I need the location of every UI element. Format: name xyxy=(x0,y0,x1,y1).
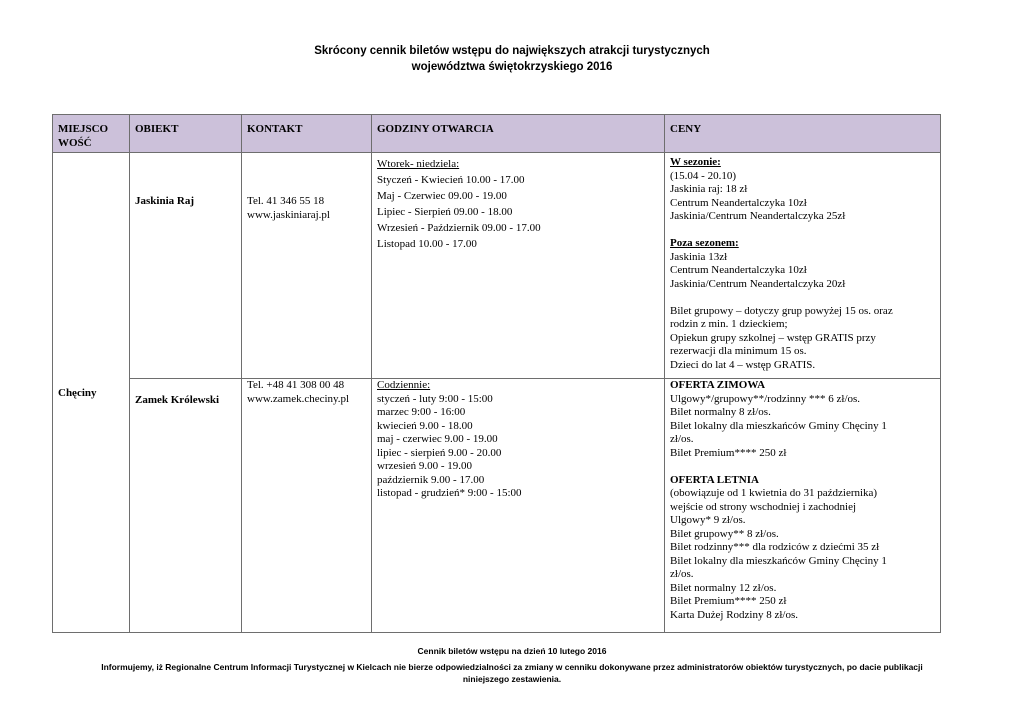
footer xyxy=(0,645,1024,686)
price-line: Bilet lokalny dla mieszkańców Gminy Chęciny 1 xyxy=(670,419,887,432)
note-line: Dzieci do lat 4 – wstęp GRATIS. xyxy=(670,358,816,371)
header-contact: KONTAKT xyxy=(242,115,372,153)
table-row xyxy=(53,379,941,633)
price-line: Bilet lokalny dla mieszkańców Gminy Chęciny 1 xyxy=(670,554,887,567)
note-line: rodzin z min. 1 dzieckiem; xyxy=(670,318,788,330)
price-line: zł/os. xyxy=(670,568,694,580)
header-prices: CENY xyxy=(665,115,941,153)
contact-cell xyxy=(242,153,372,379)
note-line: rezerwacji dla minimum 15 os. xyxy=(670,345,807,357)
price-line: Bilet normalny 12 zł/os. xyxy=(670,581,777,594)
price-line: Jaskinia/Centrum Neandertalczyka 25zł xyxy=(670,210,846,222)
hours-line: wrzesień 9.00 - 19.00 xyxy=(377,460,473,472)
price-line: zł/os. xyxy=(670,433,694,445)
hours-line: lipiec - sierpień 9.00 - 20.00 xyxy=(377,446,502,459)
header-object: OBIEKT xyxy=(130,115,242,153)
hours-line: Listopad 10.00 - 17.00 xyxy=(377,238,477,250)
price-line: Ulgowy*/grupowy**/rodzinny *** 6 zł/os. xyxy=(670,392,861,405)
table-header-row xyxy=(53,115,941,153)
contact-website: www.jaskiniaraj.pl xyxy=(247,208,330,221)
header-opening-hours: GODZINY OTWARCIA xyxy=(372,115,665,153)
object-name: Zamek Królewski xyxy=(130,379,242,633)
note-line: Bilet grupowy – dotyczy grup powyżej 15 os. oraz xyxy=(670,304,893,317)
price-line: Ulgowy* 9 zł/os. xyxy=(670,514,746,526)
header-location: MIEJSCO WOŚĆ xyxy=(53,115,130,153)
hours-line: październik 9.00 - 17.00 xyxy=(377,473,485,486)
winter-offer-title: OFERTA ZIMOWA xyxy=(670,379,766,391)
table-row xyxy=(53,153,941,379)
price-line: Bilet Premium**** 250 zł xyxy=(670,595,787,607)
price-line: Bilet grupowy** 8 zł/os. xyxy=(670,527,779,540)
price-line: (15.04 - 20.10) xyxy=(670,169,736,182)
contact-cell xyxy=(242,379,372,633)
contact-phone: Tel. +48 41 308 00 48 xyxy=(247,379,345,391)
hours-line: Styczeń - Kwiecień 10.00 - 17.00 xyxy=(377,174,525,186)
title-line-1: Skrócony cennik biletów wstępu do największych atrakcji turystycznych xyxy=(314,45,710,57)
hours-title: Wtorek- niedziela: xyxy=(377,158,460,170)
price-line: Jaskinia 13zł xyxy=(670,250,728,263)
title-line-2: województwa świętokrzyskiego 2016 xyxy=(411,61,613,73)
hours-line: kwiecień 9.00 - 18.00 xyxy=(377,419,473,432)
prices-cell xyxy=(665,379,941,633)
price-line: Bilet Premium**** 250 zł xyxy=(670,446,787,459)
price-line: Centrum Neandertalczyka 10zł xyxy=(670,196,807,209)
price-line: Bilet normalny 8 zł/os. xyxy=(670,406,771,418)
price-line: Jaskinia/Centrum Neandertalczyka 20zł xyxy=(670,277,846,290)
document-title xyxy=(0,43,1024,75)
price-line: Jaskinia raj: 18 zł xyxy=(670,183,748,195)
price-line: wejście od strony wschodniej i zachodniej xyxy=(670,500,857,513)
prices-cell xyxy=(665,153,941,379)
price-line: Bilet rodzinny*** dla rodziców z dziećmi 35 zł xyxy=(670,541,880,553)
hours-line: styczeń - luty 9:00 - 15:00 xyxy=(377,392,493,405)
price-line: (obowiązuje od 1 kwietnia do 31 października) xyxy=(670,487,878,499)
contact-website: www.zamek.checiny.pl xyxy=(247,392,350,405)
hours-line: Wrzesień - Październik 09.00 - 17.00 xyxy=(377,222,541,234)
hours-line: listopad - grudzień* 9:00 - 15:00 xyxy=(377,487,522,499)
note-line: Opiekun grupy szkolnej – wstęp GRATIS przy xyxy=(670,331,876,344)
footer-date-note: Cennik biletów wstępu na dzień 10 lutego 2016 xyxy=(417,646,607,656)
summer-offer-title: OFERTA LETNIA xyxy=(670,473,759,486)
hours-line: maj - czerwiec 9.00 - 19.00 xyxy=(377,433,498,445)
contact-phone: Tel. 41 346 55 18 xyxy=(247,195,325,207)
price-table xyxy=(52,114,941,633)
hours-line: marzec 9:00 - 16:00 xyxy=(377,406,466,418)
hours-line: Maj - Czerwiec 09.00 - 19.00 xyxy=(377,190,507,202)
offseason-title: Poza sezonem: xyxy=(670,237,739,249)
season-title: W sezonie: xyxy=(670,156,721,168)
price-line: Karta Dużej Rodziny 8 zł/os. xyxy=(670,608,798,621)
hours-line: Lipiec - Sierpień 09.00 - 18.00 xyxy=(377,206,513,218)
hours-cell xyxy=(372,379,665,633)
city-cell: Chęciny xyxy=(53,153,130,633)
footer-disclaimer: Informujemy, iż Regionalne Centrum Informacji Turystycznej w Kielcach nie bierze odpowiedzialności za zmiany w cenniku dokonywane przez administratorów obiektów turystycznych, po dacie publikacji niniejszego zestawienia. xyxy=(101,661,923,684)
hours-title: Codziennie: xyxy=(377,379,431,391)
hours-cell xyxy=(372,153,665,379)
price-line: Centrum Neandertalczyka 10zł xyxy=(670,264,807,276)
object-name: Jaskinia Raj xyxy=(130,153,242,379)
